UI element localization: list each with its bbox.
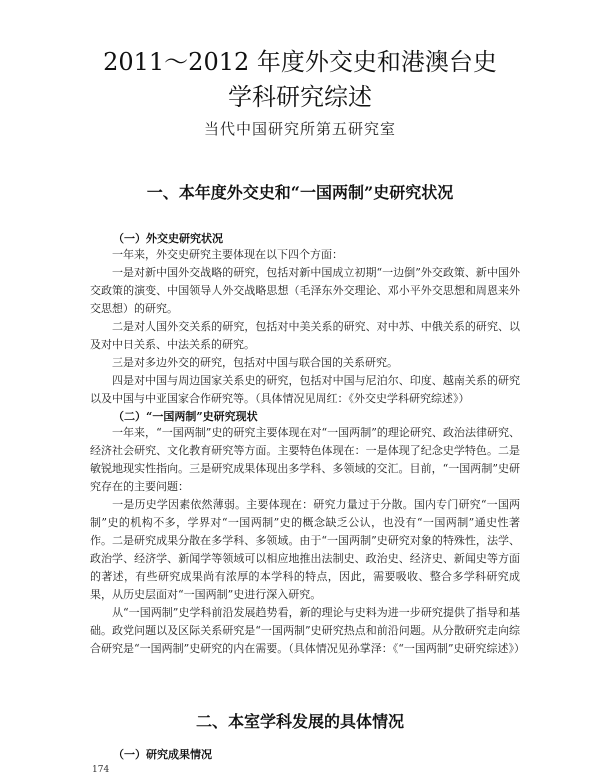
section2-sub1-heading: （一）研究成果情况 — [113, 748, 212, 761]
paragraph: 二是研究成果分散在多学科、多领域。由于“一国两制”史研究对象的特殊性，法学、政治学、经济学、新闻学等领域可以相应地推出法制史、政治史、经济史、新闻史等方面的著述，有些研究成果尚有浓厚的本学科的特点，因此，需要吸收、整合多学科研究成果，从历史层面对“一国两制”史进行深入研究。 — [90, 534, 520, 601]
section1-sub1-heading: （一）外交史研究状况 — [113, 232, 223, 245]
paragraph: 从“一国两制”史学科前沿发展趋势看，新的理论与史料为进一步研究提供了指导和基础。政党问题以及区际关系研究是“一国两制”史研究热点和前沿问题。从分散研究走向综合研究是“一国两制”史研究的内在需要。（具体情况见孙掌泽：《“一国两制”史研究综述》） — [90, 606, 525, 655]
page-title-line2: 学科研究综述 — [228, 83, 372, 111]
paragraph: 四是对中国与周边国家关系史的研究，包括对中国与尼泊尔、印度、越南关系的研究以及中国与中亚国家合作研究等。（具体情况见周红：《外交史学科研究综述》） — [90, 374, 520, 405]
paragraph: 一年来，“一国两制”史的研究主要体现在对“一国两制”的理论研究、政治法律研究、经济社会研究、文化教育研究等方面。主要特色体现在：一是体现了纪念史学特色。二是敏锐地现实性指向。三是研究成果体现出多学科、多领域的交汇。目前，“一国两制”史研究存在的主要问题： — [90, 426, 520, 493]
paragraph: 一是历史学因素依然薄弱。主要体现在：研究力量过于分散。国内专门研究“一国两制”史的机构不多，学界对“一国两制”史的概念缺乏公认，也没有“一国两制”通史性著作。 — [90, 498, 520, 547]
page-number: 174 — [92, 765, 110, 775]
paragraph: 一是对新中国外交战略的研究，包括对新中国成立初期“一边倒”外交政策、新中国外交政策的演变、中国领导人外交战略思想（毛泽东外交理论、邓小平外交思想和周恩来外交思想）的研究。 — [90, 266, 520, 315]
paragraph: 三是对多边外交的研究，包括对中国与联合国的关系研究。 — [112, 356, 398, 369]
paragraph: 二是对人国外交关系的研究，包括对中美关系的研究、对中苏、中俄关系的研究、以及对中日关系、中法关系的研究。 — [90, 320, 520, 351]
page-title: 2011～2012 年度外交史和港澳台史 — [103, 48, 497, 76]
author: 当代中国研究所第五研究室 — [203, 120, 396, 138]
paragraph: 一年来，外交史研究主要体现在以下四个方面： — [112, 248, 343, 261]
section2-heading: 二、本室学科发展的具体情况 — [195, 712, 404, 731]
section1-heading: 一、本年度外交史和“一国两制”史研究状况 — [146, 183, 454, 202]
section1-sub2-heading: （二）“一国两制”史研究现状 — [113, 410, 258, 423]
